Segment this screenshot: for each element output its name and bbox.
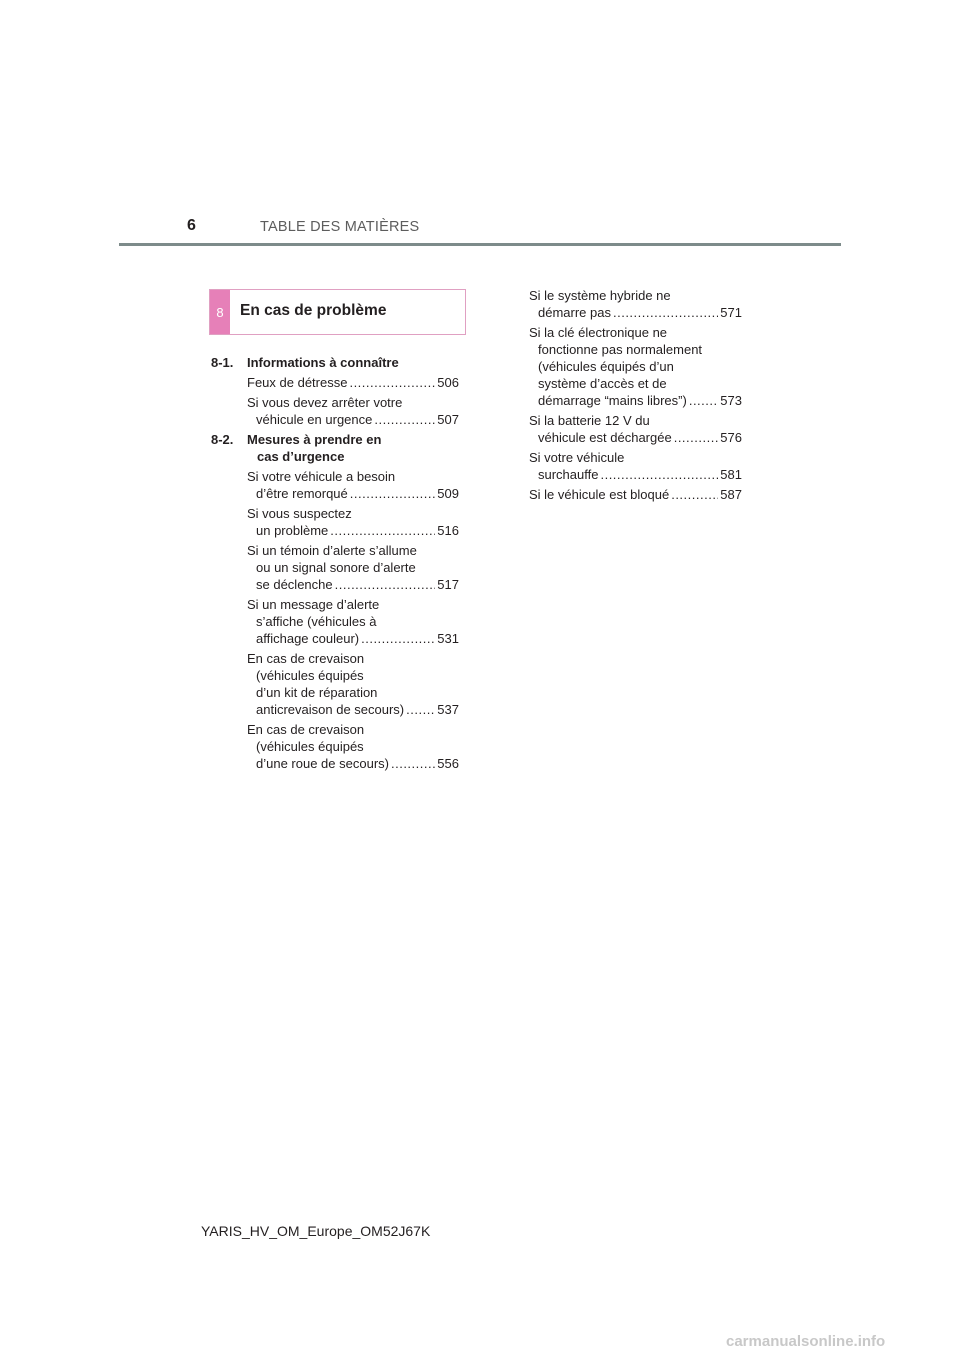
toc-page-number: 537 [437, 702, 459, 717]
toc-page-number: 517 [437, 577, 459, 592]
toc-entry-last-line [247, 576, 459, 593]
dot-leader [350, 485, 436, 502]
toc-entry[interactable] [529, 287, 742, 321]
toc-entry[interactable] [247, 650, 459, 718]
running-title: TABLE DES MATIÈRES [260, 219, 420, 235]
toc-entry-text: (véhicules équipés [256, 668, 364, 683]
toc-entry[interactable] [247, 721, 459, 772]
toc-entry[interactable] [247, 505, 459, 539]
dot-leader [671, 486, 718, 503]
chapter-heading[interactable] [211, 354, 459, 371]
toc-entry-last-line [247, 374, 459, 391]
toc-page-number: 507 [437, 412, 459, 427]
section-number-tab: 8 [210, 290, 230, 334]
toc-entry-text: un problème [256, 523, 329, 538]
toc-entry-last-line [529, 429, 742, 446]
page-header [0, 0, 960, 250]
toc-page-number: 516 [437, 523, 459, 538]
toc-entry-last-line [529, 486, 742, 503]
watermark: carmanualsonline.info [726, 1333, 886, 1350]
toc-page-number: 587 [720, 487, 742, 502]
chapter-number: 8-1. [211, 355, 234, 370]
toc-entry-last-line [247, 411, 459, 428]
toc-entry-last-line [529, 392, 742, 409]
toc-entry[interactable] [529, 449, 742, 483]
toc-entry-text: Si le système hybride ne [529, 288, 671, 303]
toc-page-number: 571 [720, 305, 742, 320]
toc-page-number: 531 [437, 631, 459, 646]
dot-leader [406, 701, 435, 718]
dot-leader [391, 755, 435, 772]
toc-entry-text: En cas de crevaison [247, 651, 365, 666]
toc-entry-last-line [247, 701, 459, 718]
chapter-title-line: Mesures à prendre en [247, 432, 382, 447]
toc-page-number: 576 [720, 430, 742, 445]
toc-entry[interactable] [529, 324, 742, 409]
dot-leader [330, 522, 435, 539]
toc-entry[interactable] [529, 486, 742, 503]
toc-entry-text: Si la batterie 12 V du [529, 413, 650, 428]
toc-page-number: 506 [437, 375, 459, 390]
toc-entry-text: Si vous devez arrêter votre [247, 395, 403, 410]
toc-entry-last-line [529, 466, 742, 483]
toc-left-column [211, 354, 459, 775]
toc-entry-text: (véhicules équipés [256, 739, 364, 754]
toc-page-number: 573 [720, 393, 742, 408]
toc-entry[interactable] [247, 374, 459, 391]
toc-entry-text: Si un message d’alerte [247, 597, 380, 612]
toc-entry-text: En cas de crevaison [247, 722, 365, 737]
chapter-title [247, 354, 459, 371]
toc-entry[interactable] [529, 412, 742, 446]
toc-entry-text: démarre pas [538, 305, 611, 320]
chapter-title-line: cas d’urgence [257, 449, 345, 464]
toc-entry-last-line [247, 522, 459, 539]
toc-entry-text: affichage couleur) [256, 631, 360, 646]
toc-page-number: 509 [437, 486, 459, 501]
toc-entry-text: s’affiche (véhicules à [256, 614, 377, 629]
toc-entry-text: Si le véhicule est bloqué [529, 487, 670, 502]
document-code: YARIS_HV_OM_Europe_OM52J67K [201, 1223, 431, 1239]
toc-entry-text: ou un signal sonore d’alerte [256, 560, 416, 575]
section-heading [209, 289, 466, 335]
toc-entry-text: Si la clé électronique ne [529, 325, 668, 340]
toc-entry-text: Feux de détresse [247, 375, 348, 390]
dot-leader [600, 466, 718, 483]
toc-entry-text: système d’accès et de [538, 376, 667, 391]
toc-entry-text: surchauffe [538, 467, 599, 482]
dot-leader [349, 374, 435, 391]
toc-entry-text: (véhicules équipés d’un [538, 359, 674, 374]
toc-entry-text: d’un kit de réparation [256, 685, 378, 700]
toc-entry-text: Si votre véhicule [529, 450, 625, 465]
dot-leader [613, 304, 718, 321]
dot-leader [335, 576, 436, 593]
toc-entry-text: véhicule est déchargée [538, 430, 672, 445]
header-divider [119, 243, 841, 246]
toc-entry-text: démarrage “mains libres”) [538, 393, 687, 408]
toc-entry[interactable] [247, 394, 459, 428]
toc-entry-text: Si vous suspectez [247, 506, 352, 521]
toc-page-number: 556 [437, 756, 459, 771]
toc-entry-last-line [247, 630, 459, 647]
toc-entry-last-line [247, 485, 459, 502]
toc-entry-text: anticrevaison de secours) [256, 702, 405, 717]
chapter-heading[interactable] [211, 431, 459, 465]
page-number: 6 [187, 217, 196, 234]
chapter-title-line: Informations à connaître [247, 355, 399, 370]
toc-entry-last-line [247, 755, 459, 772]
toc-entry-text: Si un témoin d’alerte s’allume [247, 543, 417, 558]
toc-entry[interactable] [247, 542, 459, 593]
toc-right-column [529, 287, 742, 506]
toc-entry-text: d’une roue de secours) [256, 756, 389, 771]
dot-leader [374, 411, 435, 428]
toc-entry-text: Si votre véhicule a besoin [247, 469, 396, 484]
toc-entry-text: fonctionne pas normalement [538, 342, 703, 357]
chapter-number: 8-2. [211, 432, 234, 447]
toc-page-number: 581 [720, 467, 742, 482]
chapter-title [247, 431, 459, 465]
section-title: En cas de problème [240, 302, 387, 319]
toc-entry-text: se déclenche [256, 577, 333, 592]
toc-entry[interactable] [247, 596, 459, 647]
toc-entry-text: d’être remorqué [256, 486, 348, 501]
dot-leader [361, 630, 435, 647]
toc-entry[interactable] [247, 468, 459, 502]
toc-entry-text: véhicule en urgence [256, 412, 373, 427]
toc-entry-last-line [529, 304, 742, 321]
dot-leader [689, 392, 718, 409]
dot-leader [674, 429, 719, 446]
